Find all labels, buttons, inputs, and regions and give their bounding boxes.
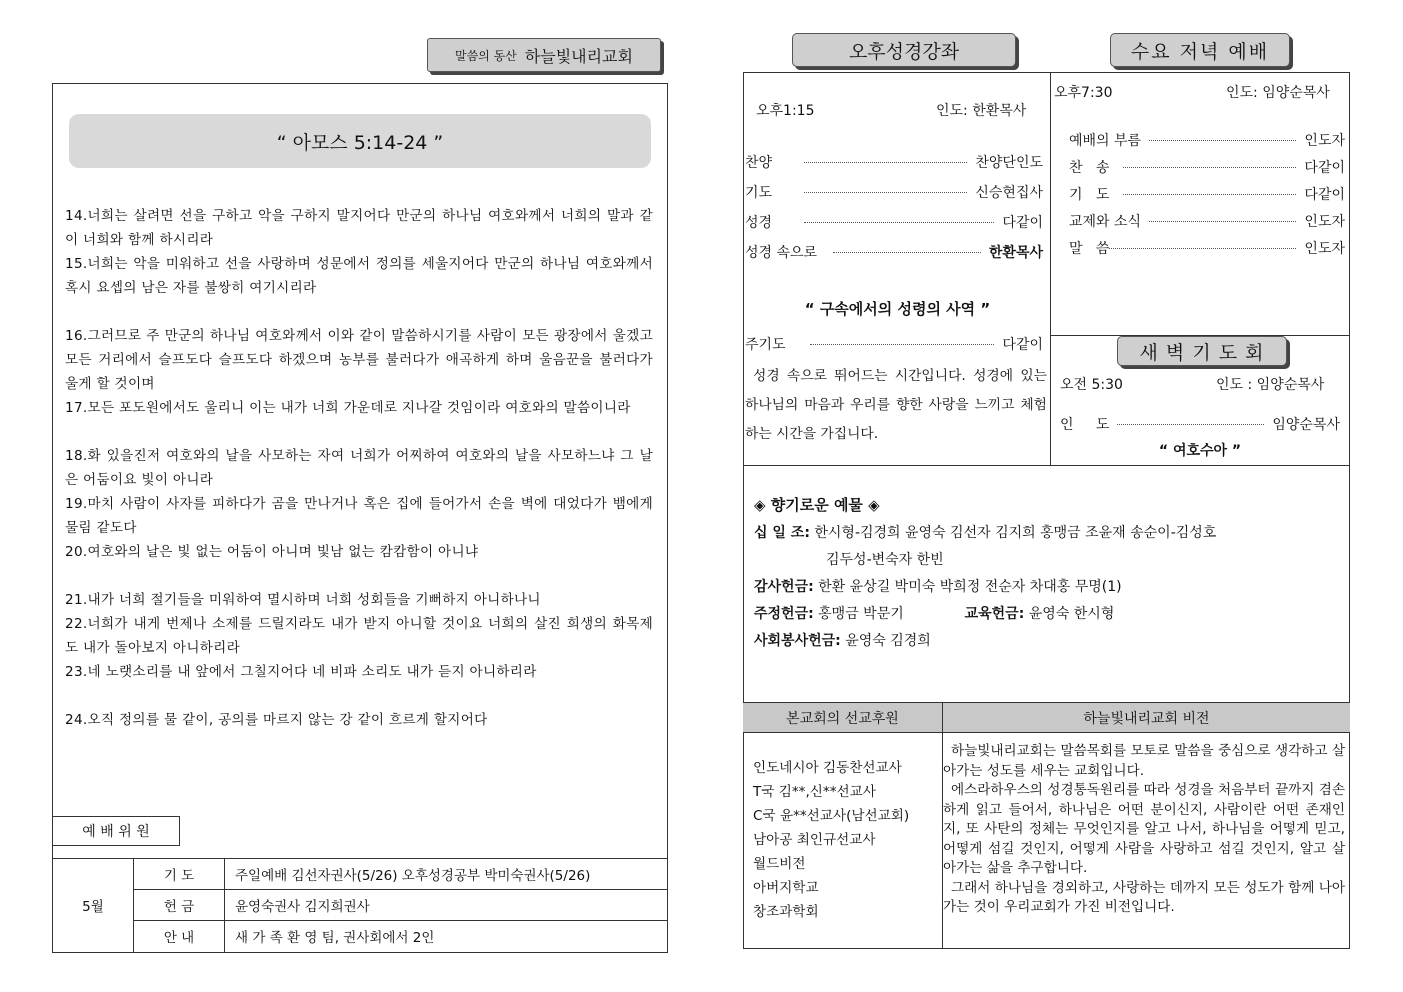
committee-role-prayer: 기 도 <box>134 859 225 890</box>
wednesday-leader: 인도: 임양순목사 <box>1226 85 1330 101</box>
scripture-verse: 18.화 있을진저 여호와의 날을 사모하는 자여 너희가 어찌하여 여호와의 날을 사모하느냐 그 날은 어둠이요 빛이 아니라 <box>65 448 653 488</box>
afternoon-closing: 주기도 다같이 <box>745 337 1043 353</box>
offering-thanks: 감사헌금: 한환 윤상길 박미숙 박희정 전순자 차대홍 무명(1) <box>754 579 1122 595</box>
dawn-badge-text: 새 벽 기 도 회 <box>1139 341 1265 364</box>
mission-list <box>753 756 941 924</box>
mission-item: 창조과학회 <box>753 904 819 920</box>
dawn-subtitle: “ 여호수아 ” <box>1158 443 1242 459</box>
scripture-verse: 15.너희는 악을 미워하고 선을 사랑하며 성문에서 정의를 세울지어다 만군의 하나님 여호와께서 혹시 요셉의 남은 자를 불쌍히 여기시리라 <box>65 256 653 296</box>
wednesday-badge <box>1110 33 1290 67</box>
mission-header: 본교회의 선교후원 <box>786 711 899 727</box>
committee-month: 5월 <box>53 859 134 952</box>
committee-label-box <box>53 816 180 846</box>
vision-paragraph: 그래서 하나님을 경외하고, 사랑하는 데까지 모든 성도가 함께 나아가는 것이 우리교회가 가진 비전입니다. <box>943 879 1345 915</box>
mission-item: 인도네시아 김동찬선교사 <box>753 760 902 776</box>
vision-body <box>943 742 1345 918</box>
scripture-paragraph <box>65 588 653 684</box>
scripture-verse: 24.오직 정의를 물 같이, 공의를 마르지 않는 강 같이 흐르게 할지어다 <box>65 712 488 728</box>
wednesday-item: 찬 송 다같이 <box>1069 160 1345 176</box>
wednesday-item: 말 씀 인도자 <box>1069 241 1345 257</box>
church-motto: 말씀의 동산 <box>455 48 517 63</box>
church-name: 하늘빛내리교회 <box>524 46 633 66</box>
scripture-verse: 19.마치 사람이 사자를 피하다가 곰을 만나거나 혹은 집에 들어가서 손을 벽에 대었다가 뱀에게 물림 같도다 <box>65 496 653 536</box>
church-name-badge <box>427 38 661 72</box>
scripture-verse: 22.너희가 내게 번제나 소제를 드릴지라도 내가 받지 아니할 것이요 너희의 살진 희생의 화목제도 내가 돌아보지 아니하리라 <box>65 616 653 656</box>
offering-list <box>754 520 1344 655</box>
wednesday-order <box>1069 130 1345 265</box>
afternoon-subtitle: “ 구속에서의 성령의 사역 ” <box>804 300 991 318</box>
scripture-verse: 21.내가 너희 절기들을 미워하여 멸시하며 너희 성회들을 기뻐하지 아니하나니 <box>65 592 541 608</box>
dawn-item: 인 도 임양순목사 <box>1060 417 1340 433</box>
scripture-paragraph <box>65 324 653 420</box>
committee-value-prayer: 주일예배 김선자권사(5/26) 오후성경공부 박미숙권사(5/26) <box>225 859 668 890</box>
scripture-verse: 17.모든 포도원에서도 울리니 이는 내가 너희 가운데로 지나갈 것임이라 여호와의 말씀이니라 <box>65 400 631 416</box>
scripture-body <box>65 204 653 756</box>
offering-title: ◈ 향기로운 예물 ◈ <box>754 496 880 514</box>
offering-social: 사회봉사헌금: 윤영숙 김경희 <box>754 633 931 649</box>
wednesday-badge-text: 수요 저녁 예배 <box>1130 40 1270 63</box>
afternoon-order <box>745 152 1043 272</box>
afternoon-description: 성경 속으로 뛰어드는 시간입니다. 성경에 있는 하나님의 마음과 우리를 향한 사랑을 느끼고 체험하는 시간을 가집니다. <box>745 368 1047 442</box>
afternoon-item: 찬양 찬양단인도 <box>745 155 1043 171</box>
mission-item: 월드비전 <box>753 856 806 872</box>
scripture-verse: 16.그러므로 주 만군의 하나님 여호와께서 이와 같이 말씀하시기를 사람이 모든 광장에서 울겠고 모든 거리에서 슬프도다 슬프도다 하겠으며 농부를 불러다가 애곡하게 하며 울음꾼을 불러다가 울게 할 것이며 <box>65 328 653 392</box>
wednesday-item: 기 도 다같이 <box>1069 187 1345 203</box>
wednesday-item: 예배의 부름 인도자 <box>1069 133 1345 149</box>
dawn-badge <box>1117 336 1287 366</box>
committee-role-usher: 안 내 <box>134 921 225 952</box>
mission-item: 남아공 최인규선교사 <box>753 832 876 848</box>
scripture-paragraph <box>65 444 653 564</box>
afternoon-time: 오후1:15 <box>756 103 815 119</box>
mission-item: C국 윤**선교사(남선교회) <box>753 808 910 824</box>
divider-top-vertical <box>1050 72 1051 466</box>
vision-paragraph: 하늘빛내리교회는 말씀목회를 모토로 말씀을 중심으로 생각하고 살아가는 성도를 세우는 교회입니다. <box>943 743 1345 779</box>
scripture-panel <box>52 83 668 953</box>
wednesday-item: 교제와 소식 인도자 <box>1069 214 1345 230</box>
offering-tithe: 십 일 조: 한시형-김경희 윤영숙 김선자 김지희 홍맹금 조윤재 송순이-김성호 <box>754 525 1217 541</box>
vision-paragraph: 에스라하우스의 성경통독원리를 따라 성경을 처음부터 끝까지 겸손하게 읽고 들어서, 하나님은 어떤 분이신지, 사람이란 어떤 존재인지, 또 사탄의 정체는 무엇인지를 알고 나서, 하나님을 어떻게 믿고, 어떻게 섬길 것인지, 어떻게 사람을 사랑하고 섬길 것인지, 알고 살아가는 삶을 추구합니다. <box>943 782 1345 876</box>
afternoon-leader: 인도: 한환목사 <box>936 103 1027 119</box>
afternoon-item: 기도 신승현집사 <box>745 185 1043 201</box>
afternoon-badge <box>792 33 1016 67</box>
scripture-paragraph <box>65 708 653 732</box>
scripture-paragraph <box>65 204 653 300</box>
scripture-title: “ 아모스 5:14-24 ” <box>276 131 444 154</box>
committee-value-offering: 윤영숙권사 김지희권사 <box>225 890 668 921</box>
mission-item: T국 김**,신**선교사 <box>753 784 876 800</box>
scripture-title-bar <box>69 114 651 168</box>
afternoon-badge-text: 오후성경강좌 <box>848 40 960 63</box>
committee-value-usher: 새 가 족 환 영 팀, 권사회에서 2인 <box>225 921 668 952</box>
offering-weekly-edu: 주정헌금: 홍맹금 박문기 교육헌금: 윤영숙 한시형 <box>754 606 1115 622</box>
divider-top-horizontal <box>743 465 1350 466</box>
dawn-time: 오전 5:30 <box>1060 377 1123 393</box>
committee-role-offering: 헌 금 <box>134 890 225 921</box>
scripture-verse: 23.네 노랫소리를 내 앞에서 그칠지어다 네 비파 소리도 내가 듣지 아니하리라 <box>65 664 537 680</box>
vision-header: 하늘빛내리교회 비전 <box>1083 711 1210 727</box>
wednesday-time: 오후7:30 <box>1054 85 1113 101</box>
offering-tithe-cont: 김두성-변숙자 한빈 <box>826 552 944 568</box>
committee-table <box>53 858 667 952</box>
scripture-verse: 20.여호와의 날은 빛 없는 어둠이 아니며 빛남 없는 캄캄함이 아니냐 <box>65 544 479 560</box>
afternoon-item: 성경 속으로 한환목사 <box>745 245 1043 261</box>
mission-item: 아버지학교 <box>753 880 819 896</box>
committee-label: 예 배 위 원 <box>82 824 150 840</box>
dawn-leader: 인도 : 임양순목사 <box>1216 377 1325 393</box>
scripture-verse: 14.너희는 살려면 선을 구하고 악을 구하지 말지어다 만군의 하나님 여호와께서 너희의 말과 같이 너희와 함께 하시리라 <box>65 208 653 248</box>
afternoon-item: 성경 다같이 <box>745 215 1043 231</box>
